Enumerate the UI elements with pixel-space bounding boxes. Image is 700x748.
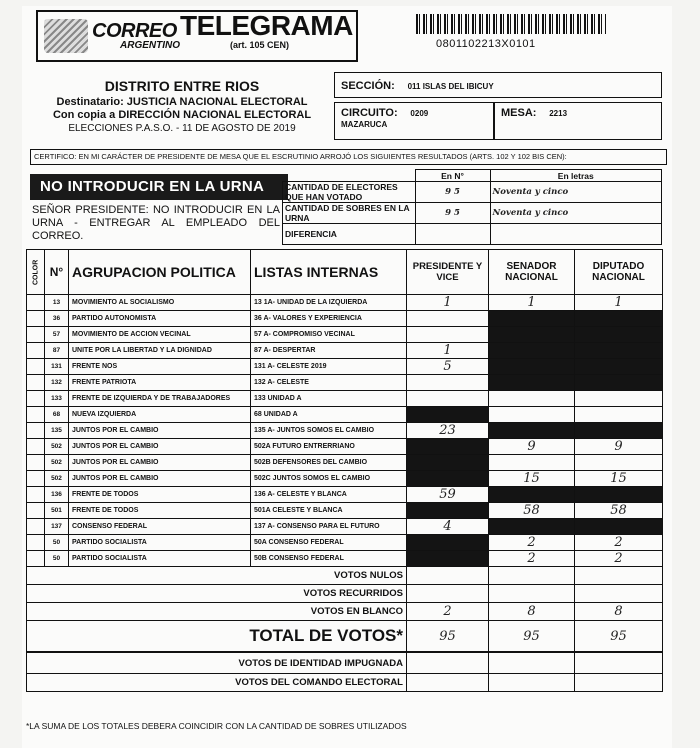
total-sen-cell[interactable]: 95 [489,621,575,653]
circuit-field: CIRCUITO: 0209 MAZARUCA [334,102,494,140]
pres-cell[interactable] [407,327,489,343]
color-cell [27,503,45,519]
party-cell: MOVIMIENTO AL SOCIALISMO [69,295,251,311]
envelopes-number[interactable]: 9 5 [415,203,490,224]
table-row [27,503,663,519]
pres-cell[interactable]: 1 [407,343,489,359]
party-cell: NUEVA IZQUIERDA [69,407,251,423]
telegram-document [22,6,672,748]
list-header: LISTAS INTERNAS [251,250,407,295]
election-name: ELECCIONES P.A.S.O. - 11 DE AGOSTO DE 2019 [68,123,296,134]
dip-cell [575,423,663,439]
party-cell: UNITE POR LA LIBERTAD Y LA DIGNIDAD [69,343,251,359]
recipient: Destinatario: JUSTICIA NACIONAL ELECTORAL [56,95,308,108]
dip-cell [575,487,663,503]
list-cell: 502C JUNTOS SOMOS EL CAMBIO [251,471,407,487]
table-row [27,407,663,423]
color-cell [27,375,45,391]
barcode-number: 0801102213X0101 [436,38,536,50]
total-sen-cell[interactable] [489,674,575,692]
section-field: SECCIÓN: 011 ISLAS DEL IBICUY [334,72,662,98]
color-cell [27,439,45,455]
difference-letters[interactable] [490,224,662,245]
color-cell [27,471,45,487]
total-sen-cell[interactable] [489,585,575,603]
table-row [27,551,663,567]
dip-cell[interactable]: 58 [575,503,663,519]
totals-row [27,585,663,603]
color-cell [27,327,45,343]
num-cell: 133 [45,391,69,407]
table-row [27,535,663,551]
num-cell: 502 [45,439,69,455]
dip-cell[interactable]: 2 [575,551,663,567]
sen-cell[interactable]: 9 [489,439,575,455]
pres-cell[interactable]: 4 [407,519,489,535]
warning-banner: NO INTRODUCIR EN LA URNA [30,174,288,200]
party-cell: JUNTOS POR EL CAMBIO [69,423,251,439]
list-cell: 57 A- COMPROMISO VECINAL [251,327,407,343]
color-cell [27,295,45,311]
list-cell: 36 A- VALORES Y EXPERIENCIA [251,311,407,327]
table-row [27,487,663,503]
sen-cell[interactable]: 2 [489,535,575,551]
pres-cell [407,503,489,519]
table-row [27,391,663,407]
color-cell [27,407,45,423]
num-cell: 502 [45,471,69,487]
num-header: N° [45,250,69,295]
color-cell [27,551,45,567]
envelopes-label: CANTIDAD DE SOBRES EN LA URNA [283,203,416,224]
totals-row [27,567,663,585]
sen-cell[interactable]: 15 [489,471,575,487]
party-cell: PARTIDO SOCIALISTA [69,535,251,551]
total-dip-cell[interactable] [575,585,663,603]
color-header: COLOR [27,250,45,295]
sen-cell [489,375,575,391]
electors-voted-letters[interactable]: Noventa y cinco [490,182,662,203]
party-cell: CONSENSO FEDERAL [69,519,251,535]
color-cell [27,343,45,359]
party-cell: FRENTE DE TODOS [69,503,251,519]
table-row [27,375,663,391]
sen-cell[interactable] [489,407,575,423]
total-pres-cell[interactable] [407,674,489,692]
sen-cell [489,423,575,439]
correo-logo-icon [44,19,88,53]
list-cell: 13 1A- UNIDAD DE LA IZQUIERDA [251,295,407,311]
sen-cell [489,359,575,375]
pres-cell[interactable]: 1 [407,295,489,311]
senator-header: SENADOR NACIONAL [489,250,575,295]
total-pres-cell[interactable] [407,567,489,585]
table-row [27,455,663,471]
list-cell: 68 UNIDAD A [251,407,407,423]
total-pres-cell[interactable] [407,585,489,603]
total-pres-cell[interactable] [407,652,489,674]
totals-row [27,674,663,692]
pres-cell [407,407,489,423]
table-row [27,471,663,487]
pres-cell[interactable] [407,391,489,407]
list-cell: 131 A- CELESTE 2019 [251,359,407,375]
party-cell: FRENTE DE TODOS [69,487,251,503]
totals-row [27,652,663,674]
pres-cell[interactable]: 5 [407,359,489,375]
party-cell: JUNTOS POR EL CAMBIO [69,455,251,471]
party-cell: FRENTE PATRIOTA [69,375,251,391]
table-row [27,439,663,455]
logo-line2: ARGENTINO [120,40,180,51]
num-cell: 87 [45,343,69,359]
total-dip-cell[interactable] [575,652,663,674]
dip-cell [575,519,663,535]
color-cell [27,455,45,471]
pres-cell [407,455,489,471]
table-row [27,311,663,327]
dip-cell[interactable] [575,407,663,423]
deputy-header: DIPUTADO NACIONAL [575,250,663,295]
total-pres-cell[interactable]: 95 [407,621,489,653]
difference-label: DIFERENCIA [283,224,416,245]
color-cell [27,519,45,535]
party-cell: JUNTOS POR EL CAMBIO [69,439,251,455]
num-cell: 132 [45,375,69,391]
totals-row [27,603,663,621]
totals-label: VOTOS DEL COMANDO ELECTORAL [27,674,407,692]
logo-line1: CORREO [92,20,177,42]
table-row [27,327,663,343]
color-cell [27,423,45,439]
total-sen-cell[interactable]: 8 [489,603,575,621]
total-dip-cell[interactable]: 8 [575,603,663,621]
pres-cell[interactable] [407,311,489,327]
party-cell: JUNTOS POR EL CAMBIO [69,471,251,487]
num-cell: 135 [45,423,69,439]
color-cell [27,487,45,503]
electors-table: En N° En letras CANTIDAD DE ELECTORES QUE HAN VOTADO 9 5 Noventa y cinco CANTIDAD DE SOBRES EN LA URNA 9 5 Noventa y cinco DIFERENCIA [282,169,662,245]
color-cell [27,311,45,327]
list-cell: 135 A- JUNTOS SOMOS EL CAMBIO [251,423,407,439]
party-cell: PARTIDO SOCIALISTA [69,551,251,567]
totals-label: VOTOS NULOS [27,567,407,585]
sen-cell[interactable]: 1 [489,295,575,311]
dip-cell[interactable]: 15 [575,471,663,487]
sen-cell [489,519,575,535]
sen-cell [489,343,575,359]
mesa-field: MESA: 2213 [494,102,662,140]
color-cell [27,359,45,375]
pres-cell[interactable]: 59 [407,487,489,503]
district-title: DISTRITO ENTRE RIOS [104,78,260,94]
dip-cell[interactable] [575,391,663,407]
party-cell: MOVIMIENTO DE ACCION VECINAL [69,327,251,343]
difference-number[interactable] [415,224,490,245]
sen-cell [489,327,575,343]
total-sen-cell[interactable] [489,652,575,674]
copy-recipient: Con copia a DIRECCIÓN NACIONAL ELECTORAL [52,109,312,122]
president-header: PRESIDENTE Y VICE [407,250,489,295]
totals-label: TOTAL DE VOTOS* [27,621,407,653]
num-cell: 501 [45,503,69,519]
total-pres-cell[interactable]: 2 [407,603,489,621]
pres-cell[interactable] [407,375,489,391]
party-cell: FRENTE NOS [69,359,251,375]
sen-cell[interactable] [489,391,575,407]
num-cell: 136 [45,487,69,503]
pres-cell [407,551,489,567]
list-cell: 50B CONSENSO FEDERAL [251,551,407,567]
color-cell [27,535,45,551]
totals-label: VOTOS RECURRIDOS [27,585,407,603]
instruction-text: SEÑOR PRESIDENTE: NO INTRODUCIR EN LA URNA - ENTREGAR AL EMPLEADO DEL CORREO. [32,204,280,243]
totals-label: VOTOS EN BLANCO [27,603,407,621]
list-cell: 87 A- DESPERTAR [251,343,407,359]
num-cell: 50 [45,551,69,567]
list-cell: 136 A- CELESTE Y BLANCA [251,487,407,503]
list-cell: 502B DEFENSORES DEL CAMBIO [251,455,407,471]
total-dip-cell[interactable] [575,674,663,692]
article-reference: (art. 105 CEN) [230,40,290,50]
table-row [27,423,663,439]
sen-cell[interactable]: 2 [489,551,575,567]
sen-cell [489,487,575,503]
list-cell: 50A CONSENSO FEDERAL [251,535,407,551]
pres-cell [407,439,489,455]
dip-cell[interactable]: 9 [575,439,663,455]
electors-voted-number[interactable]: 9 5 [415,182,490,203]
table-row [27,359,663,375]
barcode-icon [416,14,606,34]
dip-cell [575,359,663,375]
dip-cell [575,311,663,327]
totals-label: VOTOS DE IDENTIDAD IMPUGNADA [27,652,407,674]
list-cell: 137 A- CONSENSO PARA EL FUTURO [251,519,407,535]
num-cell: 131 [45,359,69,375]
color-cell [27,391,45,407]
total-sen-cell[interactable] [489,567,575,585]
list-cell: 132 A- CELESTE [251,375,407,391]
sen-cell [489,311,575,327]
num-cell: 137 [45,519,69,535]
district-block [32,78,332,136]
document-title: TELEGRAMA [180,10,353,41]
table-row [27,295,663,311]
total-dip-cell[interactable]: 95 [575,621,663,653]
pres-cell [407,535,489,551]
num-cell: 13 [45,295,69,311]
dip-cell[interactable]: 1 [575,295,663,311]
pres-cell[interactable]: 23 [407,423,489,439]
envelopes-letters[interactable]: Noventa y cinco [490,203,662,224]
list-cell: 501A CELESTE Y BLANCA [251,503,407,519]
list-cell: 133 UNIDAD A [251,391,407,407]
electors-voted-label: CANTIDAD DE ELECTORES QUE HAN VOTADO [283,182,416,203]
totals-row [27,621,663,653]
table-row [27,519,663,535]
party-cell: PARTIDO AUTONOMISTA [69,311,251,327]
dip-cell[interactable]: 2 [575,535,663,551]
num-cell: 50 [45,535,69,551]
dip-cell [575,327,663,343]
total-dip-cell[interactable] [575,567,663,585]
footnote: *LA SUMA DE LOS TOTALES DEBERA COINCIDIR CON LA CANTIDAD DE SOBRES UTILIZADOS [26,721,407,731]
num-cell: 57 [45,327,69,343]
dip-cell [575,375,663,391]
dip-cell[interactable] [575,455,663,471]
table-row [27,343,663,359]
party-cell: FRENTE DE IZQUIERDA Y DE TRABAJADORES [69,391,251,407]
party-header: AGRUPACION POLITICA [69,250,251,295]
dip-cell [575,343,663,359]
num-cell: 502 [45,455,69,471]
pres-cell [407,471,489,487]
certification-statement: CERTIFICO: EN MI CARÁCTER DE PRESIDENTE DE MESA QUE EL ESCRUTINIO ARROJÓ LOS SIGUIENTES RESULTADOS (ARTS. 102 Y 102 BIS CEN): [30,149,667,165]
results-table [26,249,663,692]
sen-cell[interactable] [489,455,575,471]
num-cell: 36 [45,311,69,327]
num-cell: 68 [45,407,69,423]
sen-cell[interactable]: 58 [489,503,575,519]
list-cell: 502A FUTURO ENTRERRIANO [251,439,407,455]
